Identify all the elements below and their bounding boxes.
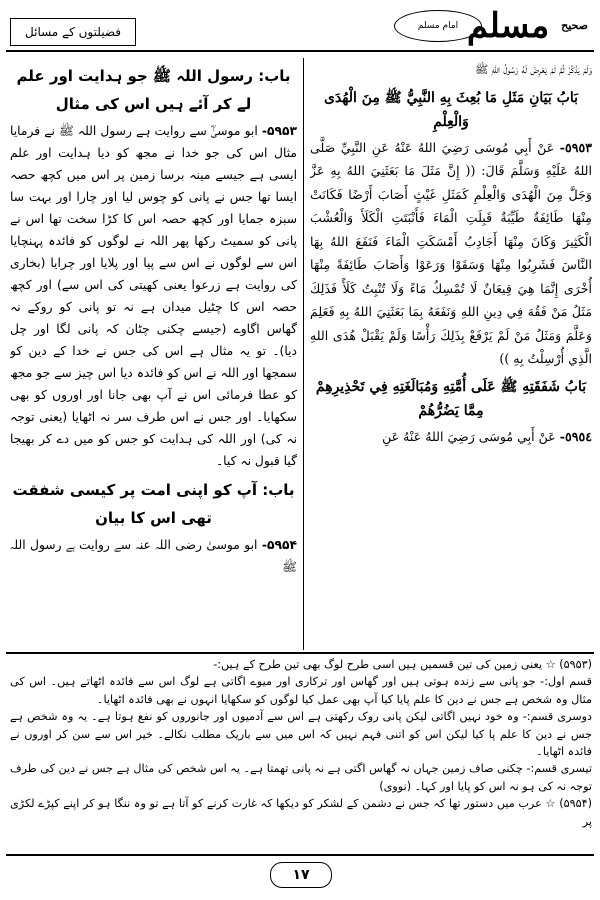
book-title-prefix: صحیح bbox=[561, 19, 588, 32]
page-number: ۱۷ bbox=[270, 862, 332, 888]
hadith-text: ابو موسیٰ رضی اللہ عنہ سے روایت ہے رسول اللہ ﷺ bbox=[10, 538, 297, 574]
arabic-column bbox=[310, 58, 592, 650]
arabic-hadith-5954 bbox=[310, 425, 592, 449]
footnote-rule bbox=[6, 652, 594, 654]
footnote-5954: (۵۹۵۴) ☆ عرب میں دستور تھا کہ جس نے دشمن کے لشکر کو دیکھا کہ غارت کرنے کو آتا ہے تو وہ ننگا ہو کر اپنے کپڑے لکڑی پر bbox=[10, 797, 592, 828]
hadith-number: ۵۹۵۳- bbox=[261, 124, 297, 138]
footnote-5953-intro: (۵۹۵۳) ☆ یعنی زمین کی تین قسمیں ہیں اسی طرح لوگ بھی تین طرح کے ہیں:- bbox=[213, 658, 592, 671]
hadith-number: ۵۹۵۴- bbox=[261, 538, 297, 552]
bottom-rule bbox=[6, 854, 594, 856]
chapter-title: فضیلتوں کے مسائل bbox=[10, 18, 136, 46]
column-divider bbox=[303, 58, 304, 650]
urdu-hadith-5953 bbox=[10, 120, 297, 472]
book-title bbox=[467, 6, 588, 46]
urdu-column bbox=[10, 58, 297, 650]
urdu-hadith-5954 bbox=[10, 534, 297, 578]
header-rule bbox=[6, 50, 594, 52]
hadith-text: عَنْ أَبِي مُوسَى رَضِيَ اللهُ عَنْهُ عَنِ النَّبِيِّ صَلَّى اللهُ عَلَيْهِ وَسَلَّمَ قَالَ: (( إِنَّ مَثَلَ مَا بَعَثَنِيَ اللهُ بِهِ عَزَّ وَجَلَّ مِنَ الْهُدَى وَالْعِلْمِ كَمَثَلِ غَيْثٍ أَصَابَ أَرْضًا فَكَانَتْ مِنْهَا طَائِفَةٌ طَيِّبَةٌ قَبِلَتِ الْمَاءَ فَأَنْبَتَتِ الْكَلَأَ وَالْعُشْبَ الْكَثِيرَ وَكَانَ مِنْهَا أَجَادِبُ أَمْسَكَتِ الْمَاءَ فَنَفَعَ اللهُ بِهَا النَّاسَ فَشَرِبُوا مِنْهَا وَسَقَوْا وَرَعَوْا وَأَصَابَ طَائِفَةً مِنْهَا أُخْرَى إِنَّمَا هِيَ قِيعَانٌ لَا تُمْسِكُ مَاءً وَلَا تُنْبِتُ كَلَأً فَذَلِكَ مَثَلُ مَنْ فَقُهَ فِي دِينِ اللهِ وَنَفَعَهُ بِمَا بَعَثَنِيَ اللهُ بِهِ فَعَلِمَ وَعَلَّمَ وَمَثَلُ مَنْ لَمْ يَرْفَعْ بِذَلِكَ رَأْسًا وَلَمْ يَقْبَلْ هُدَى اللهِ الَّذِي أُرْسِلْتُ بِهِ )) bbox=[310, 139, 592, 366]
hadith-text: عَنْ أَبِي مُوسَى رَضِيَ اللهُ عَنْهُ عَنِ bbox=[382, 428, 556, 444]
footnote-third-kind: تیسری قسم:- چکنی صاف زمین جہاں نہ گھاس اگتی ہے نہ پانی تھمتا ہے۔ یہ اس شخص کی مثال ہے جس نے دین کی طرف توجہ نہ کی ہو نہ اس کو پایا اور کہا۔ (نووی) bbox=[10, 762, 592, 793]
footnote-second-kind: دوسری قسم:- وہ خود نہیں اگاتی لیکن پانی روک رکھتی ہے اس سے آدمیوں اور جانوروں کو نفع ہوتا ہے۔ یہ وہ شخص ہے جس نے دین کا علم پا کیا لیکن اس کو اتنی فہم نہیں کہ اس میں سے باریک مطلب نکالے۔ خیر اس سے سن کر اوروں نے فائدہ اٹھایا۔ bbox=[10, 710, 592, 759]
book-title-main: مسلم bbox=[466, 6, 550, 46]
hadith-number: ٥٩٥٤- bbox=[559, 428, 592, 444]
urdu-chapter-heading-2: باب: آپ کو اپنی امت پر کیسی شفقت تھی اس کا بیان bbox=[12, 481, 295, 527]
hadith-text: ابو موسیٰؓ سے روایت ہے رسول اللہ ﷺ نے فرمایا مثال اس کی جو خدا نے مجھ کو دیا ہدایت اور علم ایسی ہے جیسے مینہ برسا زمین پر اس میں کچھ حصہ ایسا تھا جس نے پانی کو چوس لیا اور چارا اور بہت سا سبزہ جمایا اور کچھ حصہ اس کا کڑا سخت تھا اس نے پانی کو سمیٹ رکھا پھر اللہ نے لوگوں کو فائدہ پہنچایا اس سے لوگوں نے اس سے پیا اور پلایا اور چرایا (بخاری کی روایت ہے زرعوا یعنی کھیتی کی اس سے) اور کچھ حصہ اس کا چٹیل میدان ہے نہ تو پانی کو روکے نہ گھاس اگاوے (جیسے چکنی چٹان کہ پانی لگا اور چل دیا)۔ تو یہ مثال ہے اس کی جس نے خدا کے دین کو سمجھا اور اللہ نے اس کو فائدہ دیا اس چیز سے جو مجھ کو عطا فرمائی اس نے آپ بھی جانا اور اوروں کو بھی سکھایا۔ اور جس نے اس طرف سر نہ اٹھایا (یعنی توجہ نہ کی) اور اللہ کی ہدایت کو جس کو میں دے کر بھیجا گیا قبول نہ کیا۔ bbox=[10, 124, 297, 468]
urdu-chapter-heading-1: باب: رسول اللہ ﷺ جو ہدایت اور علم لے کر آئے ہیں اس کی مثال bbox=[16, 67, 291, 113]
footnote-first-kind: قسم اول:- جو پانی سے زندہ ہوتی ہیں اور گھاس اور ترکاری اور میوے اگاتی ہے لوگ اس سے فائدہ اٹھاتے ہیں۔ اس کی مثال وہ شخص ہے جس نے دین کا علم پایا کیا آپ بھی عمل کیا لوگوں کو سکھایا انہوں نے بھی فائدہ اٹھایا۔ bbox=[10, 675, 592, 706]
arabic-lead-line: وَلَمْ يَذْكُرْ ثُمَّ لَمْ يَعْرِضْ لَهُ رَسُولُ اللهِ ﷺ bbox=[474, 63, 592, 76]
arabic-hadith-5953 bbox=[310, 136, 592, 371]
footnotes bbox=[10, 656, 592, 852]
page-header bbox=[6, 4, 594, 50]
arabic-chapter-heading-1: بَابُ بَيَانِ مَثَلِ مَا بُعِثَ بِهِ النَّبِيُّ ﷺ مِنَ الْهُدَى وَالْعِلْمِ bbox=[323, 89, 579, 130]
imam-seal: امام مسلم bbox=[394, 10, 482, 42]
hadith-number: ٥٩٥٣- bbox=[559, 139, 592, 155]
arabic-chapter-heading-2: بَابُ شَفَقَتِهِ ﷺ عَلَى أُمَّتِهِ وَمُبَالَغَتِهِ فِي تَحْذِيرِهِمْ مِمَّا يَضُرُّهُمْ bbox=[315, 378, 587, 419]
